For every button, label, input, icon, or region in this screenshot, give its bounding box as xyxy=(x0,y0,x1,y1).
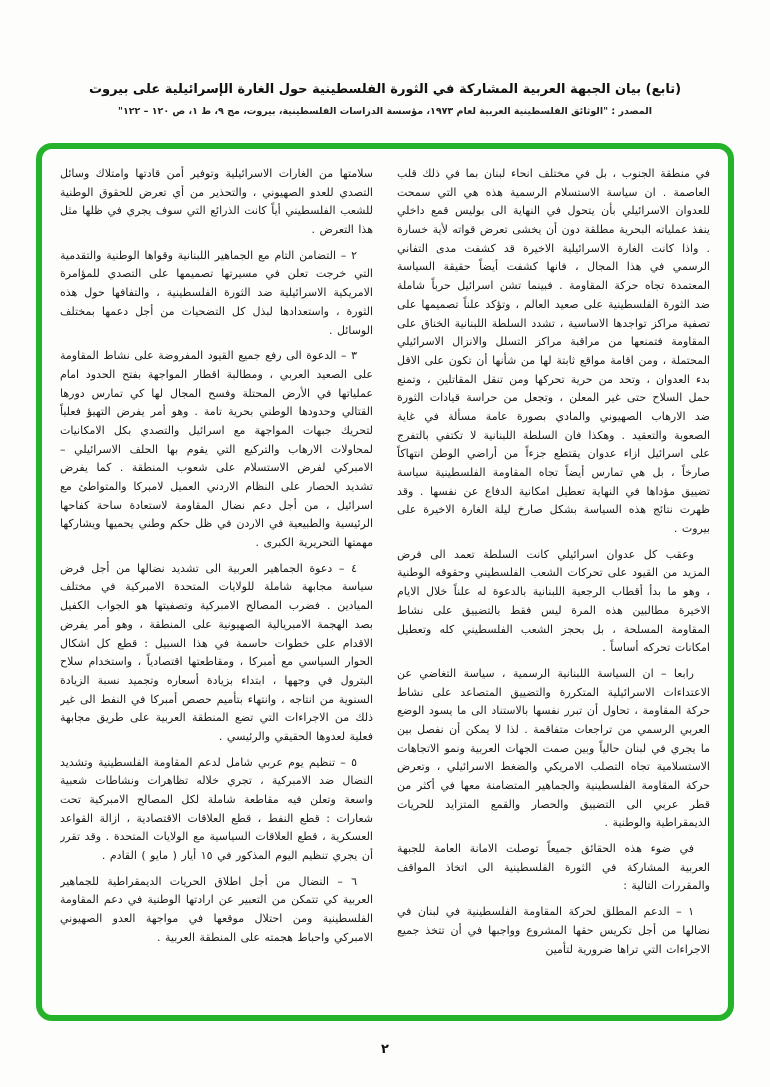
paragraph: في ضوء هذه الحقائق جميعاً توصلت الامانة العامة للجبهة العربية المشاركة في الثورة الفلسطينية الى اتخاذ المواقف والمقررات التالية : xyxy=(397,842,710,893)
paragraph: ٦ – النضال من أجل اطلاق الحريات الديمقراطية للجماهير العربية كي تتمكن من التعبير عن ارادتها الوطنية في دعم المقاومة الفلسطينية ومن احتلال موقعها في مواجهة العدو الصهيوني الامبركي واحباط هجمته على المنطقة العربية . xyxy=(60,874,373,944)
two-column-text-block xyxy=(60,165,710,1001)
document-source-line: المصدر : "الوثائق الفلسطينية العربية لعام ١٩٧٣، مؤسسة الدراسات الفلسطينية، بيروت، مج ٩، ط ١، ص ١٢٠ – ١٢٢" xyxy=(117,106,652,117)
green-border-frame xyxy=(36,143,734,1021)
paragraph: سلامتها من الغارات الاسرائيلية وتوفير أمن قادتها وامتلاك وسائل التصدي للعدو الصهيوني ، والتحذير من أي تعرض للحقوق الوطنية للشعب الفلسطيني أياً كانت الذرائع التي سوف يجري في ظلها مثل هذا التعرض . xyxy=(60,167,373,237)
column-left xyxy=(60,165,373,1001)
paragraph: رابعا – ان السياسة اللبنانية الرسمية ، سياسة التغاضي عن الاعتداءات الاسرائيلية المتكررة والتضييق المتصاعد على نشاط حركة المقاومة ، تحاول أن تبرر نفسها بالاستناد الى ما يسود الوضع العربي الرسمي من تراجعات متفاقمة . لذا لا يمكن أن نفصل بين ما يجري في لبنان حالياً وبين صمت الجهات العربية ونمو الاتجاهات الاستسلامية تجاه التصلب الامريكي والضغط الاسرائيلي ، وتعرض حركة المقاومة الفلسطينية والجماهير المتضامنة معها في أكثر من قطر عربي الى التضييق والحصار والقمع المتزايد للحريات الديمقراطية والوطنية . xyxy=(397,666,710,830)
paragraph: في منطقة الجنوب ، بل في مختلف انحاء لبنان بما في ذلك قلب العاصمة . ان سياسة الاستسلام الرسمية هذه هي التي سمحت للعدوان الاسرائيلي بأن يتحول في النهاية الى بوليس قمع داخلي ينفذ عملياته البحرية مطلقة دون أن يخشى تعرض قواته لأية خسارة . واذا كانت الغارة الاسرائيلية الاخيرة قد كشفت مدى التفاني الرسمي في هذا المجال ، فانها كشفت أيضاً حقيقة السياسة المعتمدة تجاه حركة المقاومة . فبينما تشن اسرائيل حرباً شاملة ضد الثورة الفلسطينية على صعيد العالم ، وتؤكد علناً تصميمها على تصفية مراكز تواجدها الاساسية ، تشدد السلطة اللبنانية الخناق على المقاومة فتمنعها من مراقبة مراكز التسلل والانزال الاسرائيلي المحتملة ، ومن اقامة مواقع ثابتة لها من شأنها أن تكون على الاقل بدء العدوان ، وتحد من حرية تحركها ومن تنقل المقاتلين ، وتمنع حمل السلاح حتى غير المعلن ، وتجعل من حراسة قيادات الثورة ضد الارهاب الصهيوني والمادي بصورة عامة مسألة في غاية الصعوبة والتعقيد . وهكذا فان السلطة اللبنانية لا تكتفي بالتفرج على اسرائيل ازاء عدوان يقتطع جزءاً من أراضي الوطن انتهاكاً صارخاً ، بل هي تمارس أيضاً تجاه المقاومة الفلسطينية سياسة تضييق مؤداها في النهاية تعطيل امكانية الدفاع عن نفسها . وقد ظهرت نتائج هذه السياسة بشكل صارخ ليلة الغارة الاخيرة على بيروت . xyxy=(397,167,710,536)
page-number: ٢ xyxy=(381,1042,389,1057)
paragraph: ٣ – الدعوة الى رفع جميع القيود المفروضة على نشاط المقاومة على الصعيد العربي ، ومطالبة اقطار المواجهة بفتح الحدود امام عملياتها في الأرض المحتلة وفسح المجال لها كي تمارس دورها القتالي وحدودها الوطني بحرية تامة . وهو أمر يفرض التهيؤ فعلياً لتحريك جبهات المواجهة مع اسرائيل والتصدي بكل الامكانيات لمحاولات الارهاب والتركيع التي يقوم بها الحلف الاسرائيلي – الامبركي لفرض الاستسلام على شعوب المنطقة . كما يفرض تشديد الحصار على النظام الاردني العميل لامبركا والمتواطئ مع اسرائيل ، من أجل دعم نضال المقاومة لاستعادة ساحة كفاحها الرئيسية والطبيعية في الاردن في ظل حكم وطني يحميها ويشاركها مهمتها التحريرية الكبرى . xyxy=(60,349,373,550)
column-right xyxy=(397,165,710,1001)
paragraph: ٤ – دعوة الجماهير العربية الى تشديد نضالها من أجل فرض سياسة مجابهة شاملة للولايات المتحدة الامبركية في مختلف الميادين . فضرب المصالح الامبركية وتصفيتها هو الجواب الكفيل بصد الهجمة الامبريالية الصهيونية على المنطقة ، وهو أمر يفرض الاقدام على خطوات حاسمة في هذا السبيل : قطع كل اشكال الحوار السياسي مع أمبركا ، ومقاطعتها اقتصادياً ، واستخدام سلاح البترول في وجهها ، ابتداء بزيادة أسعاره وتجميد نسبة الزيادة السنوية من انتاجه ، وانتهاء بتأميم حصص أمبركا في النفط الى غير ذلك من الاجراءات التي تضع المنطقة العربية على طريق مجابهة فعلية لعدوها الحقيقي والرئيسي . xyxy=(60,561,373,743)
paragraph: ١ – الدعم المطلق لحركة المقاومة الفلسطينية في لبنان في نضالها من أجل تكريس حقها المشروع وواجبها في أن تتخذ جميع الاجراءات التي تراها ضرورية لتأمين xyxy=(397,905,710,956)
paragraph: ٢ – التضامن التام مع الجماهير اللبنانية وقواها الوطنية والتقدمية التي خرجت تعلن في مسيرتها تصميمها على التصدي للمؤامرة الامريكية الاسرائيلية ضد الثورة الفلسطينية ، والتفافها حول هذه الثورة ، واستعدادها لبذل كل التضحيات من أجل دعمها بمختلف الوسائل . xyxy=(60,248,373,337)
document-title: (تابع) بيان الجبهة العربية المشاركة في الثورة الفلسطينية حول الغارة الإسرائيلية على بيروت xyxy=(88,82,682,97)
paragraph: ٥ – تنظيم يوم عربي شامل لدعم المقاومة الفلسطينية وتشديد النضال ضد الامبركية ، تجري خلاله تظاهرات ونشاطات شعبية واسعة وتعلن فيه مقاطعة شاملة لكل المصالح الامبركية تحت شعارات : قطع النفط ، قطع العلاقات الاقتصادية ، ازالة القواعد العسكرية ، قطع العلاقات السياسية مع الولايات المتحدة . وقد تقرر أن يجري تنظيم اليوم المذكور في ١٥ أيار ( مايو ) القادم . xyxy=(60,755,373,863)
paragraph: وعقب كل عدوان اسرائيلي كانت السلطة تعمد الى فرض المزيد من القيود على تحركات الشعب الفلسطيني وحقوقه الوطنية ، وهو ما بدأ أقطاب الرجعية اللبنانية بالدعوة له علناً خلال الايام الاخيرة مطالبين هذه المرة ليس فقط بالتضييق على نشاط المقاومة المسلحة ، بل بحجز الشعب الفلسطيني كله وتعطيل امكانات تحركه أساساً . xyxy=(397,547,710,655)
